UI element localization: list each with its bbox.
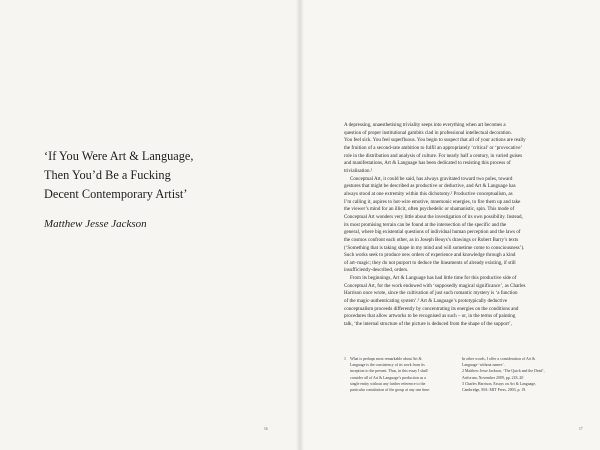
footnote-number: 1 [344, 357, 346, 361]
body-line: (‘Something that is taking shape in my mind and will sometime come to consciousness’). [344, 244, 525, 251]
body-line: talk, ‘the internal structure of the picture is deduced from the shape of the support’, [344, 321, 512, 328]
footnote-line: consider all of Art & Language’s production as a [350, 375, 426, 380]
body-line: procedures that allow artworks to be recognised as such – or, in the terms of painting [344, 313, 516, 320]
body-text [344, 122, 581, 329]
body-line: Conceptual Art, for the work endowed with ‘supposedly magical significance’, as Charles [344, 282, 526, 289]
body-line: gestures that might be described as productive or deductive, and Art & Language has [344, 183, 516, 190]
footnote-line: In other words, I offer a consideration of Art & [462, 357, 536, 361]
body-line: I’m calling it, aspires to hot-wire emotive, mnemonic energies, to fire them up and take [344, 198, 521, 205]
title-line: Decent Contemporary Artist’ [44, 187, 188, 201]
body-line: always stood at one extremity within this dichotomy.² Productive conceptualism, as [344, 190, 513, 197]
body-line: A depressing, unaesthetising triviality seeps into everything when art becomes a [344, 122, 506, 128]
footnote-line: 2 Matthew Jesse Jackson, ‘The Quick and the Dead’, [462, 369, 545, 374]
essay-title [44, 147, 284, 204]
body-line: trivialisation.¹ [344, 167, 373, 174]
body-line: Harrison once wrote, since the cultivation of just such romantic mystery is ‘a function [344, 290, 518, 297]
body-line: insufficiently-described, orders. [344, 267, 409, 274]
page-number: 16 [264, 427, 268, 431]
body-line: From its beginnings, Art & Language has had little time for this productive side of [350, 275, 517, 282]
footnote-line: Language is the consistency of its work from its [350, 363, 425, 368]
footnote-line: single entity without any further reference to the [350, 381, 426, 386]
body-line: the cosmos confront each other, as in Joseph Beuys’s drawings or Robert Barry’s texts [344, 236, 519, 243]
body-line: the fruition of a second-rate ambition to fulfil an appropriately ‘critical’ or ‘provocative’ [344, 144, 523, 151]
footnote-column-left [344, 356, 470, 393]
body-line: Such works seek to produce new orders of experience and knowledge through a kind [344, 252, 516, 259]
footnote-line: Language ‘without names’. [462, 363, 505, 368]
body-line: Conceptual Art, it could be said, has always gravitated toward two poles, toward [350, 175, 513, 182]
footnote-line: Artforum, November 2009, pp. 218–20 [462, 375, 524, 380]
body-line: general, where big existential questions of individual human perception and the laws of [344, 229, 521, 236]
author-name: Matthew Jesse Jackson [44, 218, 147, 230]
footnote-line: 3 Charles Harrison, Essays on Art & Language, [462, 381, 537, 386]
footnote-line: inception to the present. Thus, in this essay I shall [350, 369, 428, 374]
footnote-line: Cambridge, MA: MIT Press, 2003, p. 19. [462, 388, 527, 393]
title-line: ‘If You Were Art & Language, [44, 149, 194, 163]
footnote-line: particular constitution of the group at any one time. [350, 388, 431, 393]
body-line: Conceptual Art wonders very little about the investigation of its own possibility. Instead, [344, 213, 523, 220]
title-line: Then You’d Be a Fucking [44, 168, 171, 182]
body-line: You feel sick. You feel superfluous. You begin to suspect that all of your actions are really [344, 137, 526, 144]
right-page [300, 0, 600, 450]
body-line: role in the distribution and analysis of culture. For nearly half a century, in varied guises [344, 152, 523, 159]
body-line: conceptualism proceeds differently by concentrating its energies on the conditions and [344, 305, 519, 312]
body-line: and manifestations, Art & Language has been dedicated to resisting this process of [344, 160, 511, 167]
page-number: 17 [579, 427, 583, 431]
body-line: of art–magic; they do not purport to deduce the lineaments of already existing, if still [344, 259, 516, 266]
footnote-column-right [462, 356, 582, 393]
body-line: the viewer’s mind for an illicit, often psychedelic or shamanistic, spin. This mode of [344, 206, 515, 213]
body-line: of the magic-authenticating system’.³ Art & Language’s prototypically deductive [344, 298, 508, 305]
body-line: question of proper institutional gambits clad in professional intellectual decoration. [344, 129, 512, 136]
body-line: its most promising terrain can be found at the intersection of the specific and the [344, 221, 507, 228]
book-gutter-shadow [296, 0, 304, 450]
footnote-line: What is perhaps most remarkable about Art & [350, 357, 422, 361]
